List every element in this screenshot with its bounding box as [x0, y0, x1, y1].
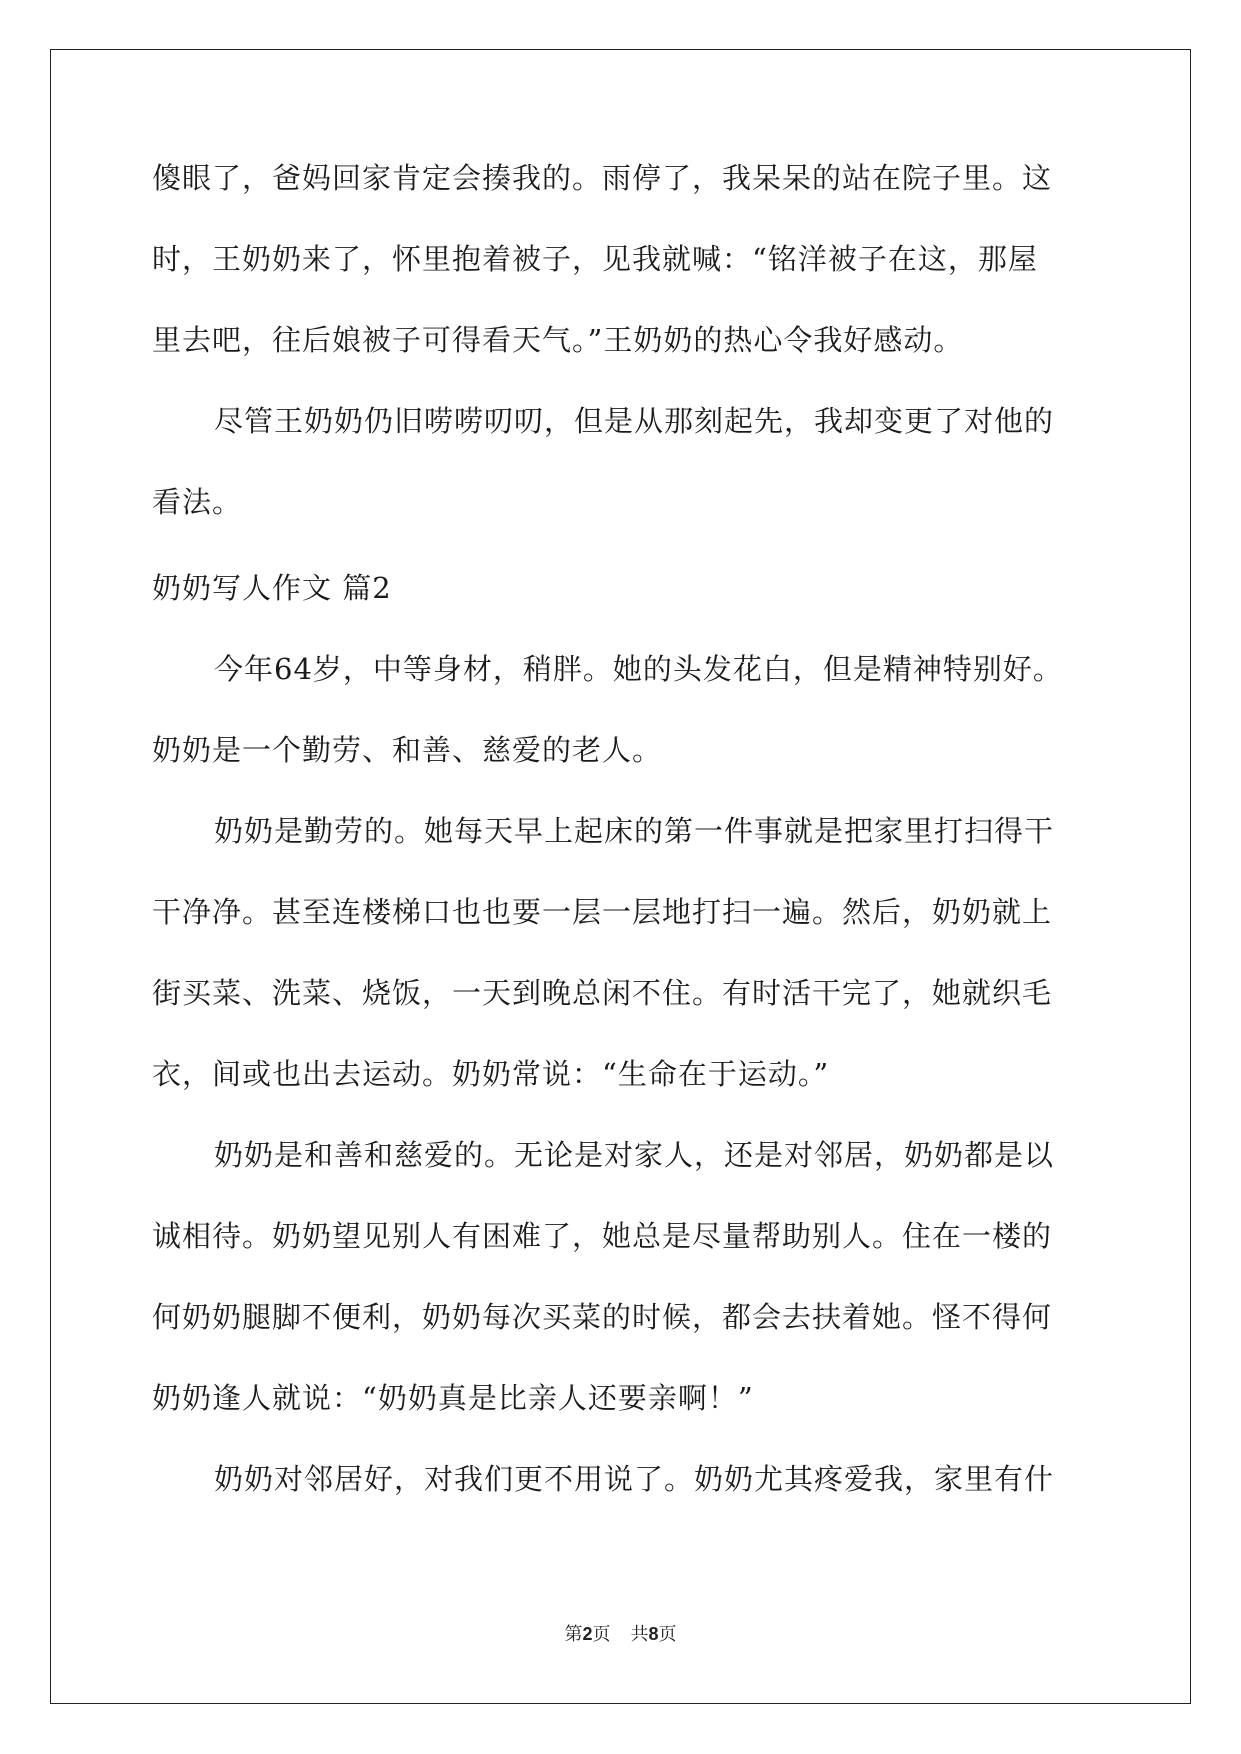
page-footer [0, 1622, 1241, 1647]
text-line: 里去吧，往后娘被子可得看天气。”王奶奶的热心令我好感动。 [152, 323, 964, 357]
total-suffix: 页 [658, 1624, 677, 1645]
text-line: 看法。 [152, 485, 243, 519]
text-line: 街买菜、洗菜、烧饭，一天到晚总闲不住。有时活干完了，她就织毛 [152, 976, 1053, 1010]
total-pages: 8 [648, 1624, 659, 1644]
total-prefix: 共 [630, 1624, 649, 1645]
paragraph-start: 今年64岁，中等身材，稍胖。她的头发花白，但是精神特别好。 [214, 652, 1063, 686]
paragraph-start: 奶奶对邻居好，对我们更不用说了。奶奶尤其疼爱我，家里有什 [214, 1462, 1055, 1496]
page-suffix: 页 [592, 1624, 611, 1645]
paragraph-start: 奶奶是勤劳的。她每天早上起床的第一件事就是把家里打扫得干 [214, 814, 1055, 848]
paragraph-start: 奶奶是和善和慈爱的。无论是对家人，还是对邻居，奶奶都是以 [214, 1138, 1055, 1172]
text-line: 何奶奶腿脚不便利，奶奶每次买菜的时候，都会去扶着她。怪不得何 [152, 1300, 1053, 1334]
page-prefix: 第 [564, 1624, 583, 1645]
text-line: 衣，间或也出去运动。奶奶常说：“生命在于运动。” [152, 1057, 830, 1091]
text-line: 干净净。甚至连楼梯口也也要一层一层地打扫一遍。然后，奶奶就上 [152, 895, 1053, 929]
document-body [152, 160, 1092, 1542]
text-line: 奶奶是一个勤劳、和善、慈爱的老人。 [152, 733, 663, 767]
text-line: 傻眼了，爸妈回家肯定会揍我的。雨停了，我呆呆的站在院子里。这 [152, 161, 1053, 195]
text-line: 诚相待。奶奶望见别人有困难了，她总是尽量帮助别人。住在一楼的 [152, 1219, 1053, 1253]
paragraph-start: 尽管王奶奶仍旧唠唠叨叨，但是从那刻起先，我却变更了对他的 [214, 404, 1055, 438]
page-number: 2 [582, 1624, 593, 1644]
text-line: 时，王奶奶来了，怀里抱着被子，见我就喊：“铭洋被子在这，那屋 [152, 242, 1038, 276]
section-heading: 奶奶写人作文 篇2 [152, 571, 392, 605]
text-line: 奶奶逢人就说：“奶奶真是比亲人还要亲啊！” [152, 1381, 754, 1415]
